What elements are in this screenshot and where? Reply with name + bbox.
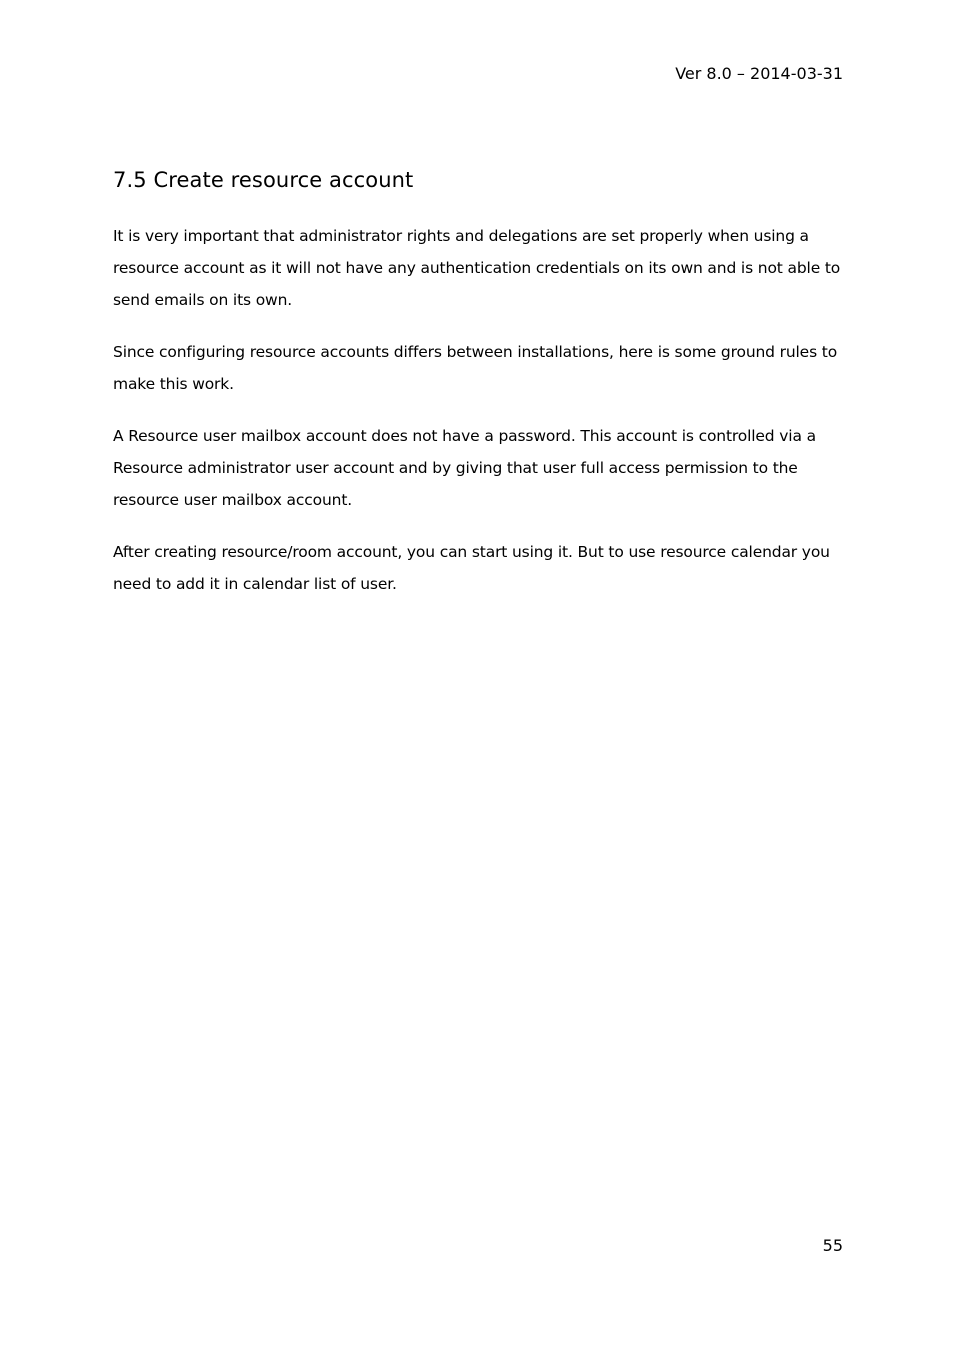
version-header: Ver 8.0 – 2014-03-31 bbox=[675, 64, 843, 83]
page-number: 55 bbox=[822, 1236, 843, 1255]
section-content bbox=[113, 164, 843, 620]
paragraph-calendar-list: After creating resource/room account, you can start using it. But to use resource calendar you need to add it in calendar list of user. bbox=[113, 543, 830, 593]
paragraph-admin-rights: It is very important that administrator rights and delegations are set properly when using a resource account as it will not have any authentication credentials on its own and is not able to send emails on its own. bbox=[113, 227, 841, 309]
section-title: 7.5 Create resource account bbox=[113, 168, 414, 192]
paragraph-ground-rules: Since configuring resource accounts differs between installations, here is some ground rules to make this work. bbox=[113, 343, 838, 393]
paragraph-resource-mailbox: A Resource user mailbox account does not have a password. This account is controlled via a Resource administrator user account and by giving that user full access permission to the resource user mailbox account. bbox=[113, 427, 816, 509]
